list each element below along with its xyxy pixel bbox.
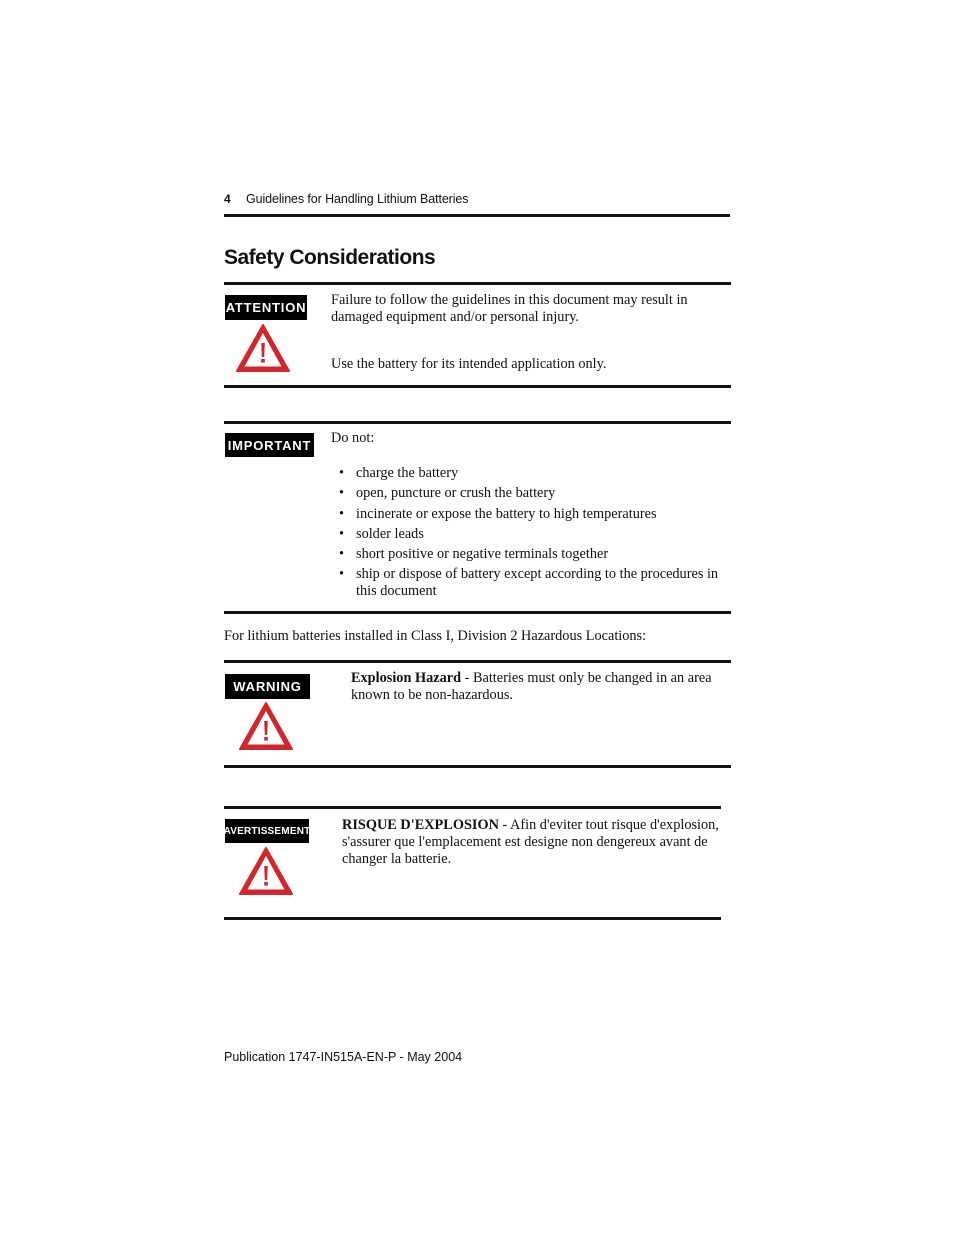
attention-badge: ATTENTION — [225, 295, 307, 320]
avertissement-heading: RISQUE D'EXPLOSION — [342, 817, 499, 833]
attention-top-rule — [224, 282, 731, 285]
avertissement-body: - Afin d'eviter tout risque d'explosion, s'assurer que l'emplacement est designe non dengereux avant de changer la batterie. — [342, 817, 719, 867]
avertissement-bottom-rule — [224, 917, 721, 920]
important-intro: Do not: — [331, 430, 375, 446]
warning-triangle-icon — [235, 322, 291, 373]
list-item: • solder leads — [331, 526, 731, 543]
avertissement-text — [342, 817, 720, 868]
running-title: Guidelines for Handling Lithium Batteries — [246, 192, 469, 206]
important-bottom-rule — [224, 611, 731, 614]
list-item: • incinerate or expose the battery to high temperatures — [331, 506, 731, 523]
warning-top-rule — [224, 660, 731, 663]
warning-text — [351, 670, 729, 704]
list-item: • open, puncture or crush the battery — [331, 485, 731, 502]
important-top-rule — [224, 421, 731, 424]
section-title: Safety Considerations — [224, 246, 436, 269]
warning-triangle-icon — [238, 700, 294, 751]
list-item: • short positive or negative terminals together — [331, 546, 731, 563]
list-item: • charge the battery — [331, 465, 731, 482]
avertissement-badge: AVERTISSEMENT — [225, 819, 309, 843]
important-badge: IMPORTANT — [225, 433, 314, 457]
warning-badge: WARNING — [225, 674, 310, 699]
list-item: • ship or dispose of battery except according to the procedures in this document — [331, 566, 731, 600]
header-rule — [224, 214, 730, 217]
hazardous-locations-text: For lithium batteries installed in Class I, Division 2 Hazardous Locations: — [224, 628, 647, 644]
attention-bottom-rule — [224, 385, 731, 388]
avertissement-top-rule — [224, 806, 721, 809]
warning-body: - Batteries must only be changed in an area known to be non-hazardous. — [351, 670, 712, 703]
page-number: 4 — [224, 192, 231, 206]
warning-heading: Explosion Hazard — [351, 670, 462, 686]
do-not-list — [331, 465, 731, 604]
attention-text-2: Use the battery for its intended application only. — [331, 356, 607, 372]
publication-footer: Publication 1747-IN515A-EN-P - May 2004 — [224, 1050, 463, 1064]
warning-triangle-icon — [238, 845, 294, 896]
attention-text-1: Failure to follow the guidelines in this document may result in damaged equipment and/or personal injury. — [331, 292, 688, 325]
warning-bottom-rule — [224, 765, 731, 768]
